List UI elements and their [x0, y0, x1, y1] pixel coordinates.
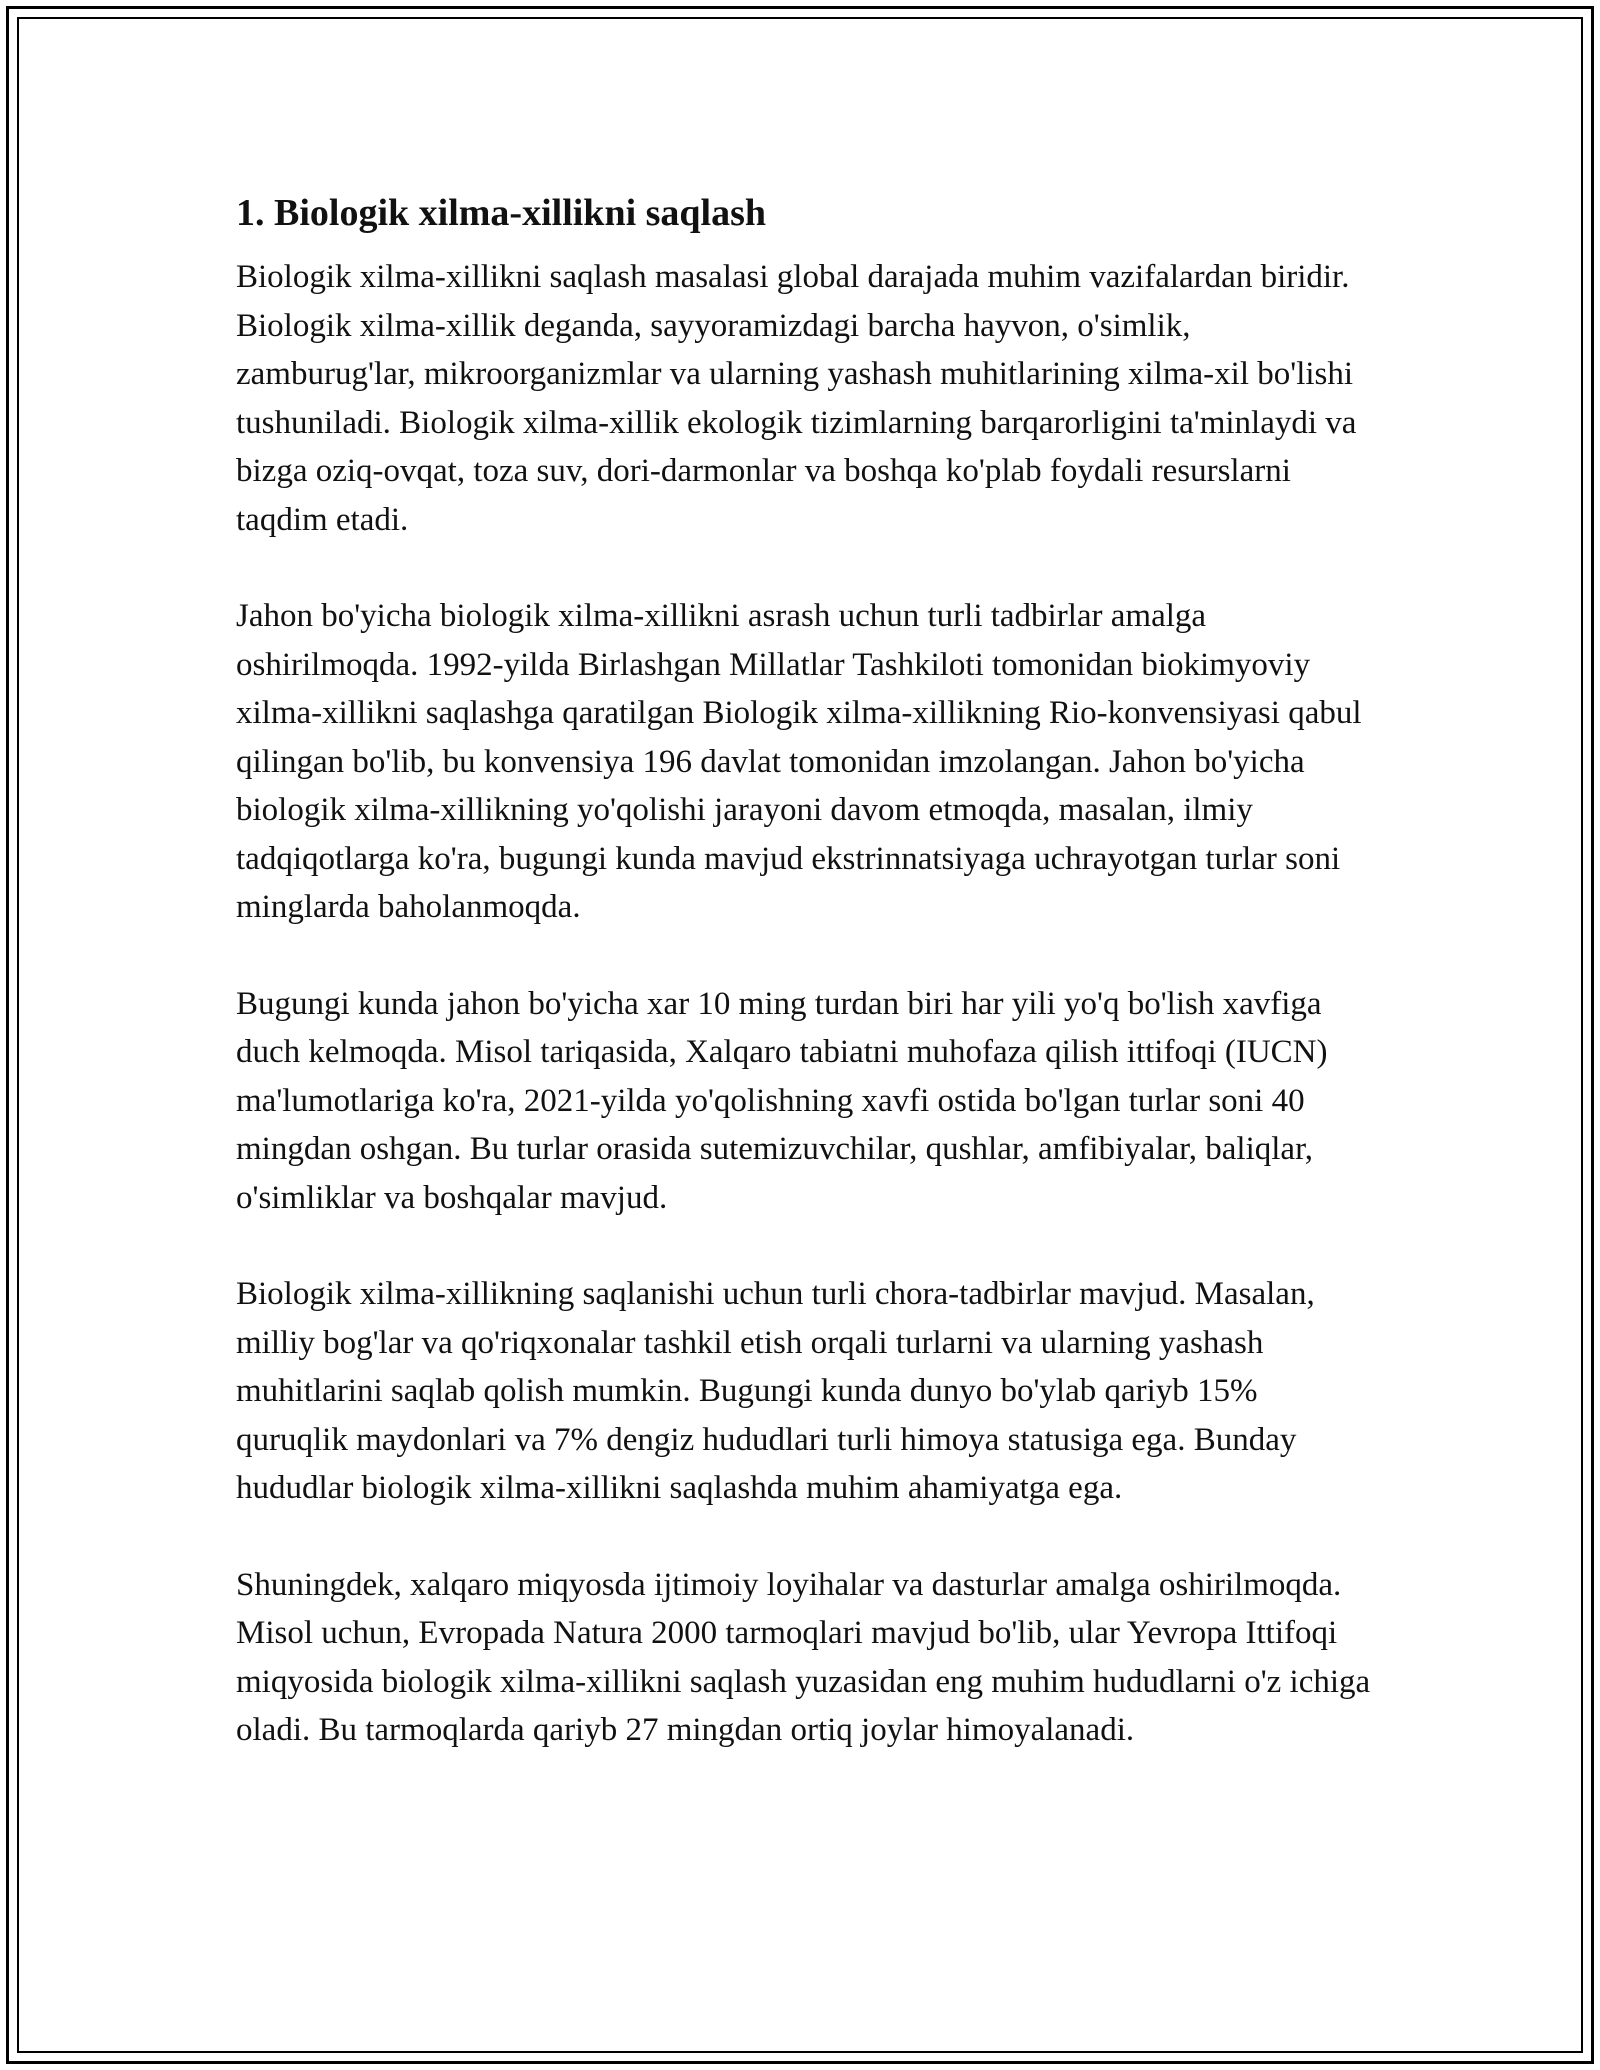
paragraph-4: Biologik xilma-xillikning saqlanishi uchun turli chora-tadbirlar mavjud. Masalan, milliy bog'lar va qo'riqxonalar tashkil etish orqali turlarni va ularning yashash muhitlarini saqlab qolish mumkin. Bugungi kunda dunyo bo'ylab qariyb 15% quruqlik maydonlari va 7% dengiz hududlari turli himoya statusiga ega. Bunday hududlar biologik xilma-xillikni saqlashda muhim ahamiyatga ega. — [236, 1276, 1315, 1506]
paragraph-2: Jahon bo'yicha biologik xilma-xillikni asrash uchun turli tadbirlar amalga oshirilmoqda. 1992-yilda Birlashgan Millatlar Tashkiloti tomonidan biokimyoviy xilma-xillikni saqlashga qaratilgan Biologik xilma-xillikning Rio-konvensiyasi qabul qilingan bo'lib, bu konvensiya 196 davlat tomonidan imzolangan. Jahon bo'yicha biologik xilma-xillikning yo'qolishi jarayoni davom etmoqda, masalan, ilmiy tadqiqotlarga ko'ra, bugungi kunda mavjud ekstrinnatsiyaga uchrayotgan turlar soni minglarda baholanmoqda. — [236, 598, 1362, 925]
paragraph-1: Biologik xilma-xillikni saqlash masalasi global darajada muhim vazifalardan biridir. Biologik xilma-xillik deganda, sayyoramizdagi barcha hayvon, o'simlik, zamburug'lar, mikroorganizmlar va ularning yashash muhitlarining xilma-xil bo'lishi tushuniladi. Biologik xilma-xillik ekologik tizimlarning barqarorligini ta'minlaydi va bizga oziq-ovqat, toza suv, dori-darmonlar va boshqa ko'plab foydali resurslarni taqdim etadi. — [236, 259, 1357, 538]
section-heading: 1. Biologik xilma-xillikni saqlash — [236, 192, 767, 234]
paragraph-5: Shuningdek, xalqaro miqyosda ijtimoiy loyihalar va dasturlar amalga oshirilmoqda. Misol uchun, Evropada Natura 2000 tarmoqlari mavjud bo'lib, ular Yevropa Ittifoqi miqyosida biologik xilma-xillikni saqlash yuzasidan eng muhim hududlarni o'z ichiga oladi. Bu tarmoqlarda qariyb 27 mingdan ortiq joylar himoyalanadi. — [236, 1566, 1371, 1748]
paragraph-3: Bugungi kunda jahon bo'yicha xar 10 ming turdan biri har yili yo'q bo'lish xavfiga duch kelmoqda. Misol tariqasida, Xalqaro tabiatni muhofaza qilish ittifoqi (IUCN) ma'lumotlariga ko'ra, 2021-yilda yo'qolishning xavfi ostida bo'lgan turlar soni 40 mingdan oshgan. Bu turlar orasida sutemizuvchilar, qushlar, amfibiyalar, baliqlar, o'simliklar va boshqalar mavjud. — [236, 985, 1328, 1216]
document-body — [236, 185, 1376, 1803]
